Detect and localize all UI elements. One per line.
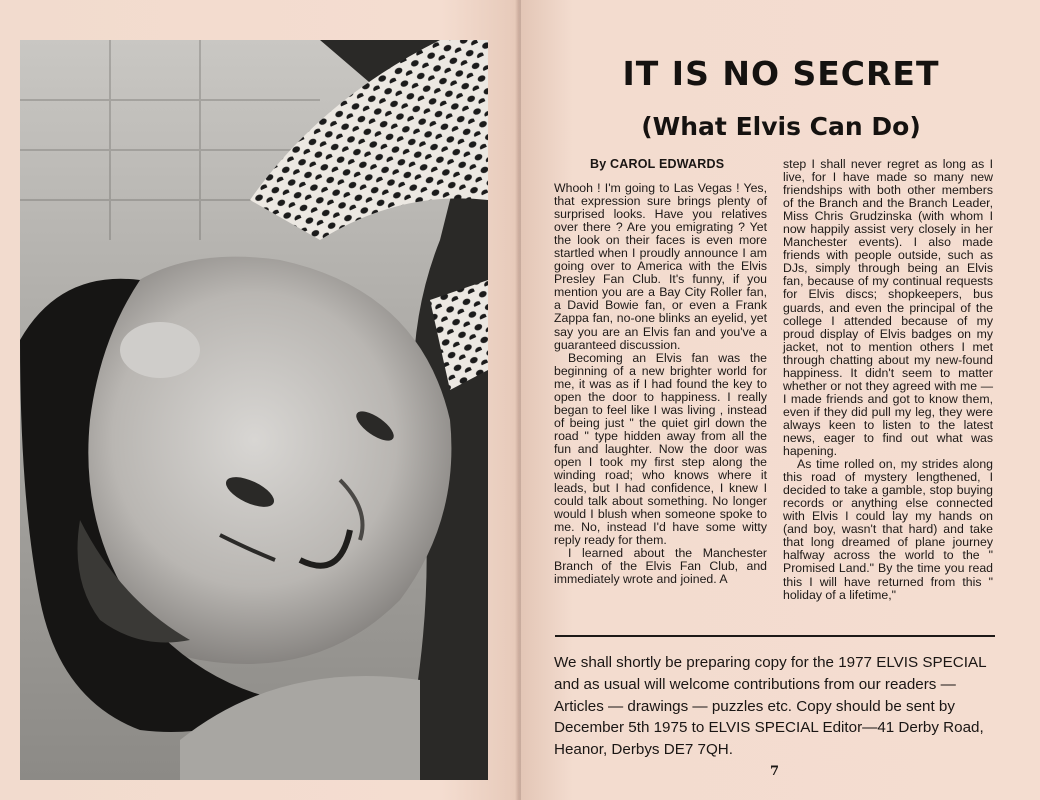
contribution-notice: We shall shortly be preparing copy for the 1977 ELVIS SPECIAL and as usual will welcome contributions from our readers — Articles — drawings — puzzles etc. Copy should be sent by December 5th 1975 to ELVIS SPECIAL Editor—41 Derby Road, Heanor, Derbys DE7 7QH. bbox=[554, 654, 986, 759]
paragraph: step I shall never regret as long as I live, for I have made so many new friendships with both other members of the Branch and the Branch Leader, Miss Chris Grudzinska (with whom I now happily assist very closely in her Manchester events). I also made friends with people outside, such as DJs, simply through being an Elvis fan, because of my continual requests for Elvis discs; shopkeepers, bus guards, and even the principal of the college I attended because of my proud display of Elvis badges on my jacket, not to mention others I met through chatting about my new-found happiness. It didn't seem to matter whether or not they agreed with me — I made friends and got to know them, even if they did pull my leg, they were always keen to listen to the latest news, eager to find out what was hapening. bbox=[783, 157, 993, 459]
left-page bbox=[0, 0, 519, 800]
photograph-illustration bbox=[20, 40, 488, 780]
paragraph: Whooh ! I'm going to Las Vegas ! Yes, that expression sure brings plenty of surprised looks. Have you relatives over there ? Are you emigrating ? Yet the look on their faces is even more startled when I proudly announce I am going over to America with the Elvis Presley Fan Club. It's funny, if you mention you are a Bay City Roller fan, a David Bowie fan, or even a Frank Zappa fan, no-one blinks an eyelid, yet say you are an Elvis fan and you've a guaranteed discussion. bbox=[554, 181, 767, 352]
article-column-1 bbox=[554, 182, 767, 586]
paragraph: Becoming an Elvis fan was the beginning of a new brighter world for me, it was as if I had found the key to open the door to happiness. I really began to feel like I was living , instead of being just " the quiet girl down the road " type hidden away from all the fun and laughter. Now the door was open I took my first step along the winding road; who knows where it leads, but I had confidence, I knew I could talk about something. No longer would I blush when someone spoke to me. No, instead I'd have some witty reply ready for them. bbox=[554, 350, 767, 548]
paragraph: As time rolled on, my strides along this road of mystery lengthened, I decided to take a gamble, stop buying records or anything else connected with Elvis I could lay my hands on (and boy, wasn't that hard) and take that long dreamed of plane journey halfway across the world to the " Promised Land." By the time you read this I will have returned from this " holiday of a lifetime," bbox=[783, 457, 993, 602]
paragraph: I learned about the Manchester Branch of the Elvis Fan Club, and immediately wrote and joined. A bbox=[554, 546, 767, 587]
elvis-photo bbox=[20, 40, 488, 780]
article-title: IT IS NO SECRET bbox=[622, 54, 940, 93]
article-column-2 bbox=[783, 158, 993, 602]
article-subtitle: (What Elvis Can Do) bbox=[641, 112, 921, 141]
page-number: 7 bbox=[770, 764, 780, 779]
article-byline: By CAROL EDWARDS bbox=[590, 157, 725, 171]
divider-rule bbox=[555, 635, 995, 637]
